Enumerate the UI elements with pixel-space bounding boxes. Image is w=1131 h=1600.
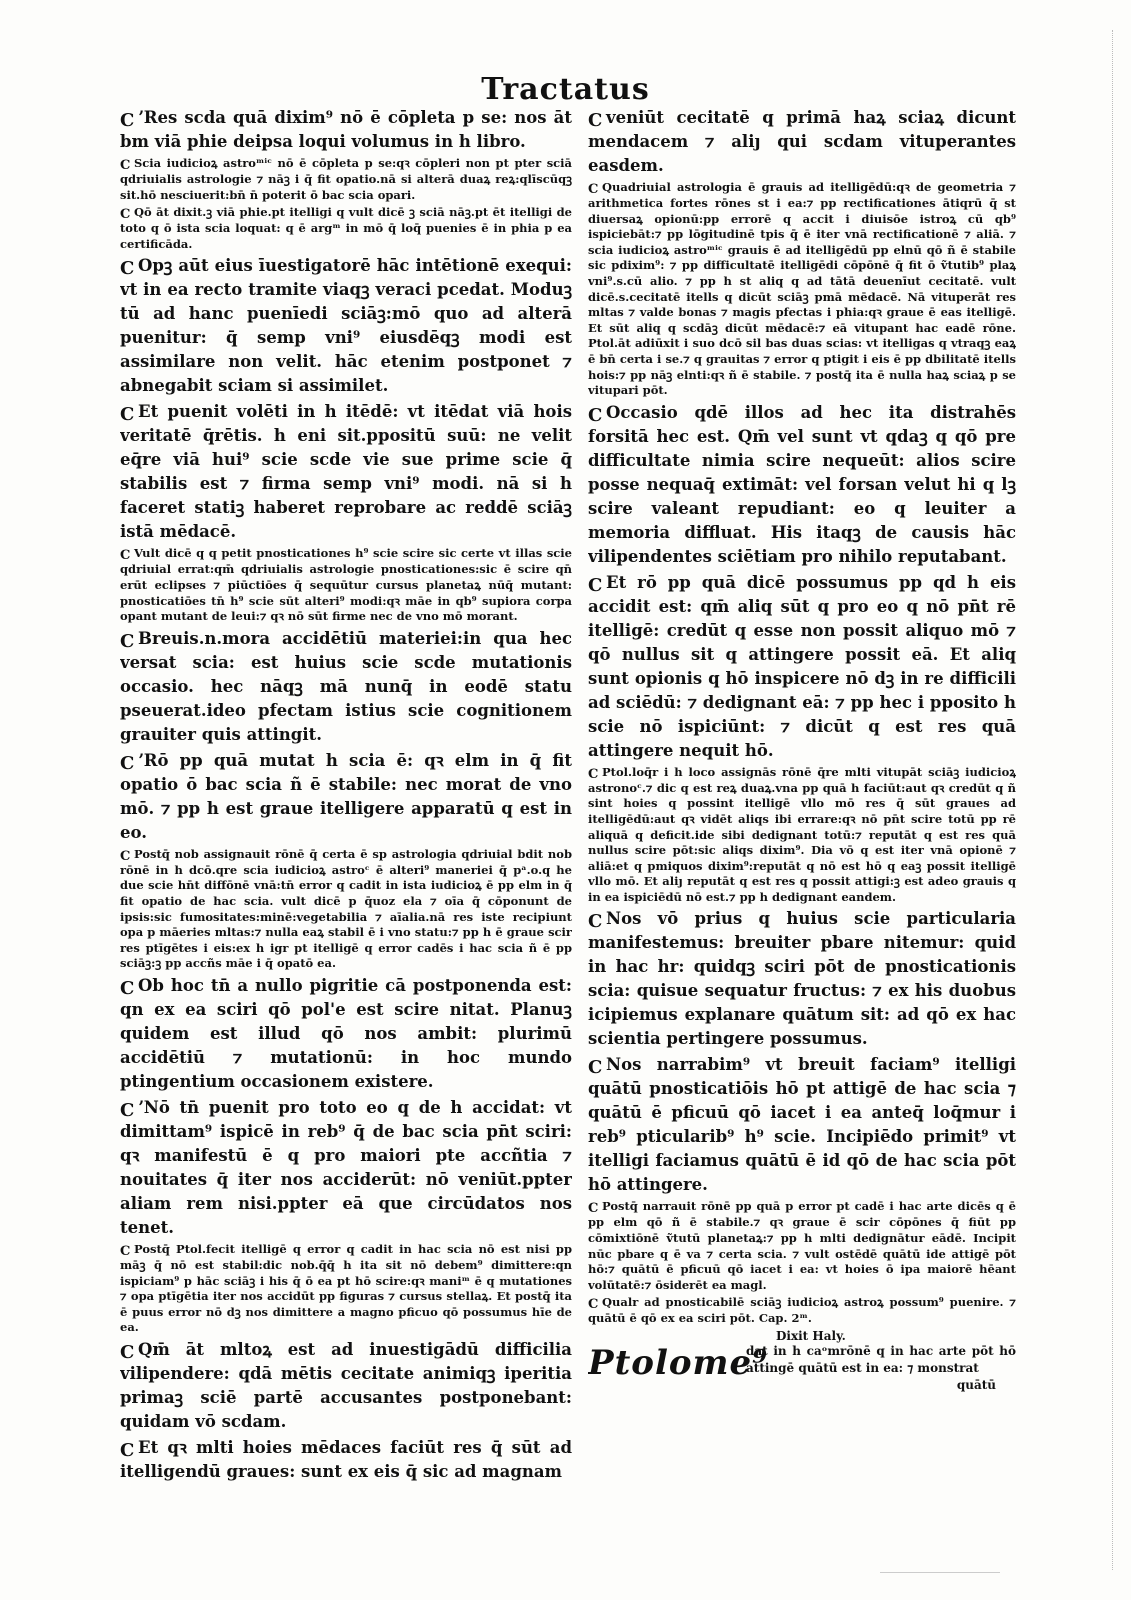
paragraph-mark-icon: C bbox=[588, 1057, 603, 1079]
right-paragraph bbox=[588, 401, 1016, 569]
right-paragraph bbox=[588, 571, 1016, 763]
left-paragraph bbox=[120, 546, 572, 624]
right-paragraph-text: Nos vō prius q huius scie particularia manifestemus: breuiter pbare nitemur: quid in hac hr: quidqꝫ sciri pōt de pnosticationis scia: quisue sequatur fructus: ⁊ ex his duobus icipiemus explanare quātum sit: ad qō ex hac scientia pertingere possumus. bbox=[588, 909, 1016, 1049]
right-paragraph-text: veniūt cecitatē q primā haꝝ sciaꝝ dicunt mendacem ⁊ aliȷ qui scdam vituperantes easdem. bbox=[588, 108, 1016, 175]
paragraph-mark-icon: C bbox=[588, 1297, 599, 1313]
right-paragraph-text: Qualr ad pnosticabilē sciāꝫ iudicioꝝ astroꝝ possum⁹ puenire. ⁊ quātū ē qō ex ea sciri pōt. Cap. 2ᵐ. bbox=[588, 1295, 1016, 1326]
left-paragraph-text: ʼRō pp quā mutat h scia ē: qꝛ elm in q̄ fit opatio ō bac scia ñ ē stabile: nec morat de vno mō. ⁊ pp h est graue itelligere apparatū q est in eo. bbox=[120, 750, 572, 842]
left-paragraph bbox=[120, 1096, 572, 1240]
left-paragraph-text: Postq̄ Ptol.fecit itelligē q error q cadit in hac scia nō est nisi pp māꝫ q̄ nō est stabil:dic nob.q̄q̄ h ita sit nō debem⁹ dimittere:qn ispiciam⁹ p hāc sciāꝫ i his q̄ ō ea pt hō scire:qꝛ maniᵐ ē q mutationes ⁊ opa ptīgētia iter nos accidūt pp figuras ⁊ cursus stellaꝝ. Et postq̄ ita ē puus error nō dꝫ nos dimittere a magno pficuo qō possumus hīe de ea. bbox=[120, 1241, 572, 1335]
catchword: quātū bbox=[956, 1378, 996, 1393]
right-paragraph bbox=[588, 1295, 1016, 1327]
left-paragraph bbox=[120, 1242, 572, 1336]
right-column bbox=[588, 106, 1016, 1494]
left-paragraph-text: Et qꝛ mlti hoies mēdaces faciūt res q̄ sūt ad itelligendū graues: sunt ex eis q̄ sic ad magnam bbox=[120, 1437, 572, 1481]
right-paragraph bbox=[588, 1199, 1016, 1293]
left-paragraph-text: Breuis.n.mora accidētiū materiei:in qua hec versat scia: est huius scie scde mutationis occasio. hec nāqꝫ mā nunq̄ in eodē statu pseuerat.ideo pfectam istius scie cognitionem grauiter quis attingit. bbox=[120, 628, 572, 744]
ptolemy-block bbox=[588, 1329, 1016, 1409]
left-paragraph bbox=[120, 847, 572, 972]
left-paragraph bbox=[120, 205, 572, 252]
paragraph-mark-icon: C bbox=[120, 848, 131, 864]
left-paragraph-text: ʼRes scda quā dixim⁹ nō ē cōpleta p se: nos āt bm viā phie deipsa loqui volumus in h libro. bbox=[120, 108, 572, 151]
paragraph-mark-icon: C bbox=[588, 574, 603, 596]
paragraph-mark-icon: C bbox=[588, 404, 603, 426]
left-paragraph-text: Vult dicē q q petit pnosticationes h⁹ scie scire sic certe vt illas scie qdriuial errat:qm̄ qdriuialis astrologie pnosticationes:sic ē scire qn̄ erūt eclipses ⁊ piūctiōes q̄ sequūtur cursus planetaꝝ nūq̄ mutant: pnosticatiōes tn̄ h⁹ scie sūt alteri⁹ modi:qꝛ māe in qb⁹ supiora corpa opant mutant de leui:⁊ qꝛ nō sūt firme nec de vno mō morant. bbox=[120, 546, 572, 624]
right-paragraph bbox=[588, 765, 1016, 906]
ptolomeus-sentence: dat in h caᵒmrōnē q in hac arte pōt hō attingē quātū est in ea: ⁊ monstrat bbox=[746, 1344, 1016, 1376]
page-title: Tractatus bbox=[481, 72, 650, 107]
left-paragraph-text: Et puenit volēti in h itēdē: vt itēdat viā hois veritatē q̄rētis. h eni sit.ppositū suū: ne velit eq̄re viā hui⁹ scie scde vie sue prime scie q̄ stabilis est ⁊ firma semp vni⁹ modi. nā si h faceret statiꝫ haberet reprobare ac reddē sciāꝫ istā mēdacē. bbox=[120, 402, 572, 542]
paragraph-mark-icon: C bbox=[588, 766, 599, 782]
paragraph-mark-icon: C bbox=[120, 977, 135, 999]
ptolomeus-text bbox=[746, 1343, 1016, 1394]
paragraph-mark-icon: C bbox=[120, 752, 135, 774]
paragraph-mark-icon: C bbox=[120, 1099, 135, 1121]
ptolomeus-initial: Ptolome⁹ bbox=[588, 1343, 769, 1384]
paragraph-mark-icon: C bbox=[120, 548, 131, 564]
left-paragraph-text: Ob hoc tn̄ a nullo pigritie cā postponenda est: qn ex ea sciri qō pol'e est scire nitat. Planuꝫ quidem est illud qō nos ambit: plurimū accidētiū ⁊ mutationū: in hoc mundo ptingentium occasionem existere. bbox=[120, 975, 572, 1091]
right-paragraph bbox=[588, 106, 1016, 178]
page-stain bbox=[880, 1572, 1000, 1597]
right-paragraph bbox=[588, 180, 1016, 399]
paragraph-mark-icon: C bbox=[120, 207, 131, 223]
paragraph-mark-icon: C bbox=[120, 110, 135, 131]
dixit-haly-heading: Dixit Haly. bbox=[776, 1329, 846, 1344]
left-paragraph bbox=[120, 400, 572, 544]
right-paragraph-text: Nos narrabim⁹ vt breuit faciam⁹ itelligi quātū pnosticatiōis hō pt attigē de hac scia ⁊ quātū ē pficuū qō iacet i ea anteq̄ loq̄mur i reb⁹ pticularib⁹ h⁹ scie. Incipiēdo primit⁹ vt itelligi faciamus quātū ē id qō de hac scia pōt hō attingere. bbox=[588, 1055, 1016, 1195]
paragraph-mark-icon: C bbox=[120, 1341, 135, 1363]
left-paragraph-text: Postq̄ nob assignauit rōnē q̄ certa ē sp astrologia qdriuial bdit nob rōnē in h dcō.qre scia iudicioꝝ astroᶜ ē alteri⁹ maneriei q̄ pᵃ.o.q he due scie hn̄t diffōnē vnā:tn̄ error q cadit in ista iudicioꝝ ē pp elm in q̄ fit opatio de hac scia. vult dicē p q̄uoz ela ⁊ oīa q̄ cōponunt de ipsis:sic fumositates:minē:vegetabilia ⁊ aīalia.nā res iste recipiunt opa p māeries mltas:⁊ nulla eaꝝ stabil ē i vno statu:⁊ pp h ē graue scir res ptīgētes i eis:ex h igr pt itelligē q error cadēs i hac scia ñ ē pp sciāꝫ:ꝫ pp accñs māe i q̄ opatō ea. bbox=[120, 846, 572, 971]
right-paragraph-text: Ptol.loq̄r i h loco assignās rōnē q̄re mlti vitupāt sciāꝫ iudicioꝝ astronoᶜ.⁊ dic q est reꝝ duaꝝ.vna pp quā h faciūt:aut qꝛ credūt q ñ sint hoies q possint itelligē vllo mō res q̄ sūt graues ad itelligēdū:aut qꝛ vidēt aliqs ibi errare:qꝛ nō pn̄t scire totū pp rē aliquā q deficit.ide sibi dedignant totū:⁊ reputāt q est res quā nullus scire pōt:sic aliqs dixim⁹. Dia vō q est iter vnā opionē ⁊ aliā:et q pmiquos dixim⁹:reputāt q nō est hō q eaꝫ possit itelligē vllo mō. Et aliȷ reputāt q est res q possit attigi:ꝫ est adeo grauis q in ea ispiciēdū nō est.⁊ pp h dedignant eandem. bbox=[588, 764, 1016, 904]
left-paragraph-text: Scia iudicioꝝ astroᵐⁱᶜ nō ē cōpleta p se:qꝛ cōpleri non pt pter sciā qdriuialis astrologie ⁊ nāꝫ i q̄ fit opatio.nā si alterā duaꝝ reꝝ:qlīscūqꝫ sit.hō nesciuerit:bn̄ n̄ poterit ō bac scia opari. bbox=[120, 156, 572, 202]
right-column-paragraphs bbox=[588, 106, 1016, 1327]
right-paragraph bbox=[588, 1053, 1016, 1197]
left-paragraph bbox=[120, 749, 572, 845]
right-paragraph-text: Occasio qdē illos ad hec ita distrahēs forsitā hec est. Qm̄ vel sunt vt qdaꝫ q qō pre difficultate nimia scire nequeūt: alios scire posse nequaq̄ extimāt: vel forsan velut hi q lꝫ scire valeant repudiant: eo q leuiter a memoria diffluat. His itaqꝫ de causis hāc vilipendentes sciētiam pro nihilo reputabant. bbox=[588, 402, 1016, 566]
paragraph-mark-icon: C bbox=[120, 630, 135, 652]
right-paragraph-text: Quadriuial astrologia ē grauis ad itelligēdū:qꝛ de geometria ⁊ arithmetica fortes rōnes st i ea:⁊ pp rectificationes ātiqrū q̄ st diuersaꝝ opionū:pp errorē q accit i diuisōe istroꝝ cū qb⁹ ispiciebāt:⁊ pp lōgitudinē tpis q̄ ē iter vnā rectificationē ⁊ aliā. ⁊ scia iudicioꝝ astroᵐⁱᶜ grauis ē ad itelligēdū pp elnū qō ñ ē stabile sic pdixim⁹: ⁊ pp difficultatē itelligēdi cōpōnē q̄ fit ō ṽtutib⁹ plaꝝ vni⁹.s.cū alio. ⁊ pp h st aliq q ad tātā deuenīut cecitatē. vult dicē.s.cecitatē itells q dicūt sciāꝫ pmā mēdacē. Nā vituperāt res mltas ⁊ valde bonas ⁊ magis pfectas i phia:qꝛ graue ē eas itelligē. Et sūt aliq q scdāꝫ dicūt mēdacē:⁊ eā vitupant hac eadē rōne. Ptol.āt adiūxit i suo dcō sil bas duas scias: vt itelligas q vtraqꝫ eaꝝ ē bn̄ certa i se.⁊ q grauitas ⁊ error q ptigit i eis ē pp dbilitatē itells hois:⁊ pp nāꝫ elnti:qꝛ ñ ē stabile. ⁊ postq̄ ita ē nulla haꝝ sciaꝝ p se vitupari pōt. bbox=[588, 180, 1016, 398]
paragraph-mark-icon: C bbox=[120, 1439, 135, 1461]
left-paragraph bbox=[120, 254, 572, 398]
paragraph-mark-icon: C bbox=[120, 404, 135, 426]
left-paragraph-text: Opꝫ aūt eius īuestigatorē hāc intētionē exequi: vt in ea recto tramite viaqꝫ veraci pcedat. Moduꝫ tū ad hanc puenīedi sciāꝫ:mō quo ad alterā puenitur: q̄ semp vni⁹ eiusdēqꝫ modi est assimilare non velit. hāc etenim postponet ⁊ abnegabit sciam si assimilet. bbox=[120, 256, 572, 396]
left-paragraph bbox=[120, 156, 572, 203]
right-paragraph-text: Postq̄ narrauit rōnē pp quā p error pt cadē i hac arte dicēs q ē pp elm qō ñ ē stabile.⁊ qꝛ graue ē scir cōpōnes q̄ fiūt pp cōmixtiōnē ṽtutū planetaꝝ:⁊ pp h mlti dedignātur eādē. Incipit nūc pbare q ē va ⁊ certa scia. ⁊ vult ostēdē quātū ide attigē pōt hō:⁊ quātū ē pficuū qō iacet i ea: vt hoies ō ipa maiorē hēant volūtatē:⁊ ōsiderēt ea magl. bbox=[588, 1199, 1016, 1292]
left-column bbox=[120, 106, 572, 1536]
paragraph-mark-icon: C bbox=[120, 258, 135, 280]
left-paragraph-text: ʼNō tn̄ puenit pro toto eo q de h accidat: vt dimittam⁹ ispicē in reb⁹ q̄ de bac scia pn̄t sciri: qꝛ manifestū ē q pro maiori pte accñtia ⁊ nouitates q̄ iter nos acciderūt: nō veniūt.ppter aliam rem nisi.ppter eā que circūdatos nos tenet. bbox=[120, 1097, 572, 1237]
right-paragraph bbox=[588, 907, 1016, 1051]
paragraph-mark-icon: C bbox=[588, 911, 603, 933]
left-paragraph bbox=[120, 1436, 572, 1484]
paragraph-mark-icon: C bbox=[120, 158, 131, 173]
page-edge-shadow bbox=[1112, 30, 1123, 1570]
left-paragraph bbox=[120, 1338, 572, 1434]
left-paragraph bbox=[120, 627, 572, 747]
left-paragraph-text: Qm̄ āt mltoꝝ est ad inuestigādū difficilia vilipendere: qdā mētis cecitate animiqꝫ iperitia primaꝫ sciē partē accusantes postponebant: quidam vō scdam. bbox=[120, 1339, 572, 1431]
left-paragraph-text: Qō āt dixit.ꝫ viā phie.pt itelligi q vult dicē ꝫ sciā nāꝫ.pt ēt itelligi de toto q ō ista scia loquat: q ē argᵐ in mō q̄ loq̄ puenies ē in phia p ea certificāda. bbox=[120, 205, 572, 251]
paragraph-mark-icon: C bbox=[588, 110, 603, 131]
paragraph-mark-icon: C bbox=[588, 1201, 599, 1217]
left-paragraph bbox=[120, 106, 572, 154]
left-paragraph bbox=[120, 974, 572, 1094]
right-paragraph-text: Et rō pp quā dicē possumus pp qd h eis accidit est: qm̄ aliq sūt q pro eo q nō pn̄t rē itelligē: credūt q esse non possit aliquo mō ⁊ qō nullus sit q attingere possit eā. Et aliq sunt opionis q hō inspicere nō dꝫ in re difficili ad sciēdū: ⁊ dedignant eā: ⁊ pp hec i pposito h scie nō ispiciūnt: ⁊ dicūt q est res quā attingere nequit hō. bbox=[588, 572, 1016, 760]
paragraph-mark-icon: C bbox=[120, 1243, 131, 1259]
paragraph-mark-icon: C bbox=[588, 182, 599, 197]
